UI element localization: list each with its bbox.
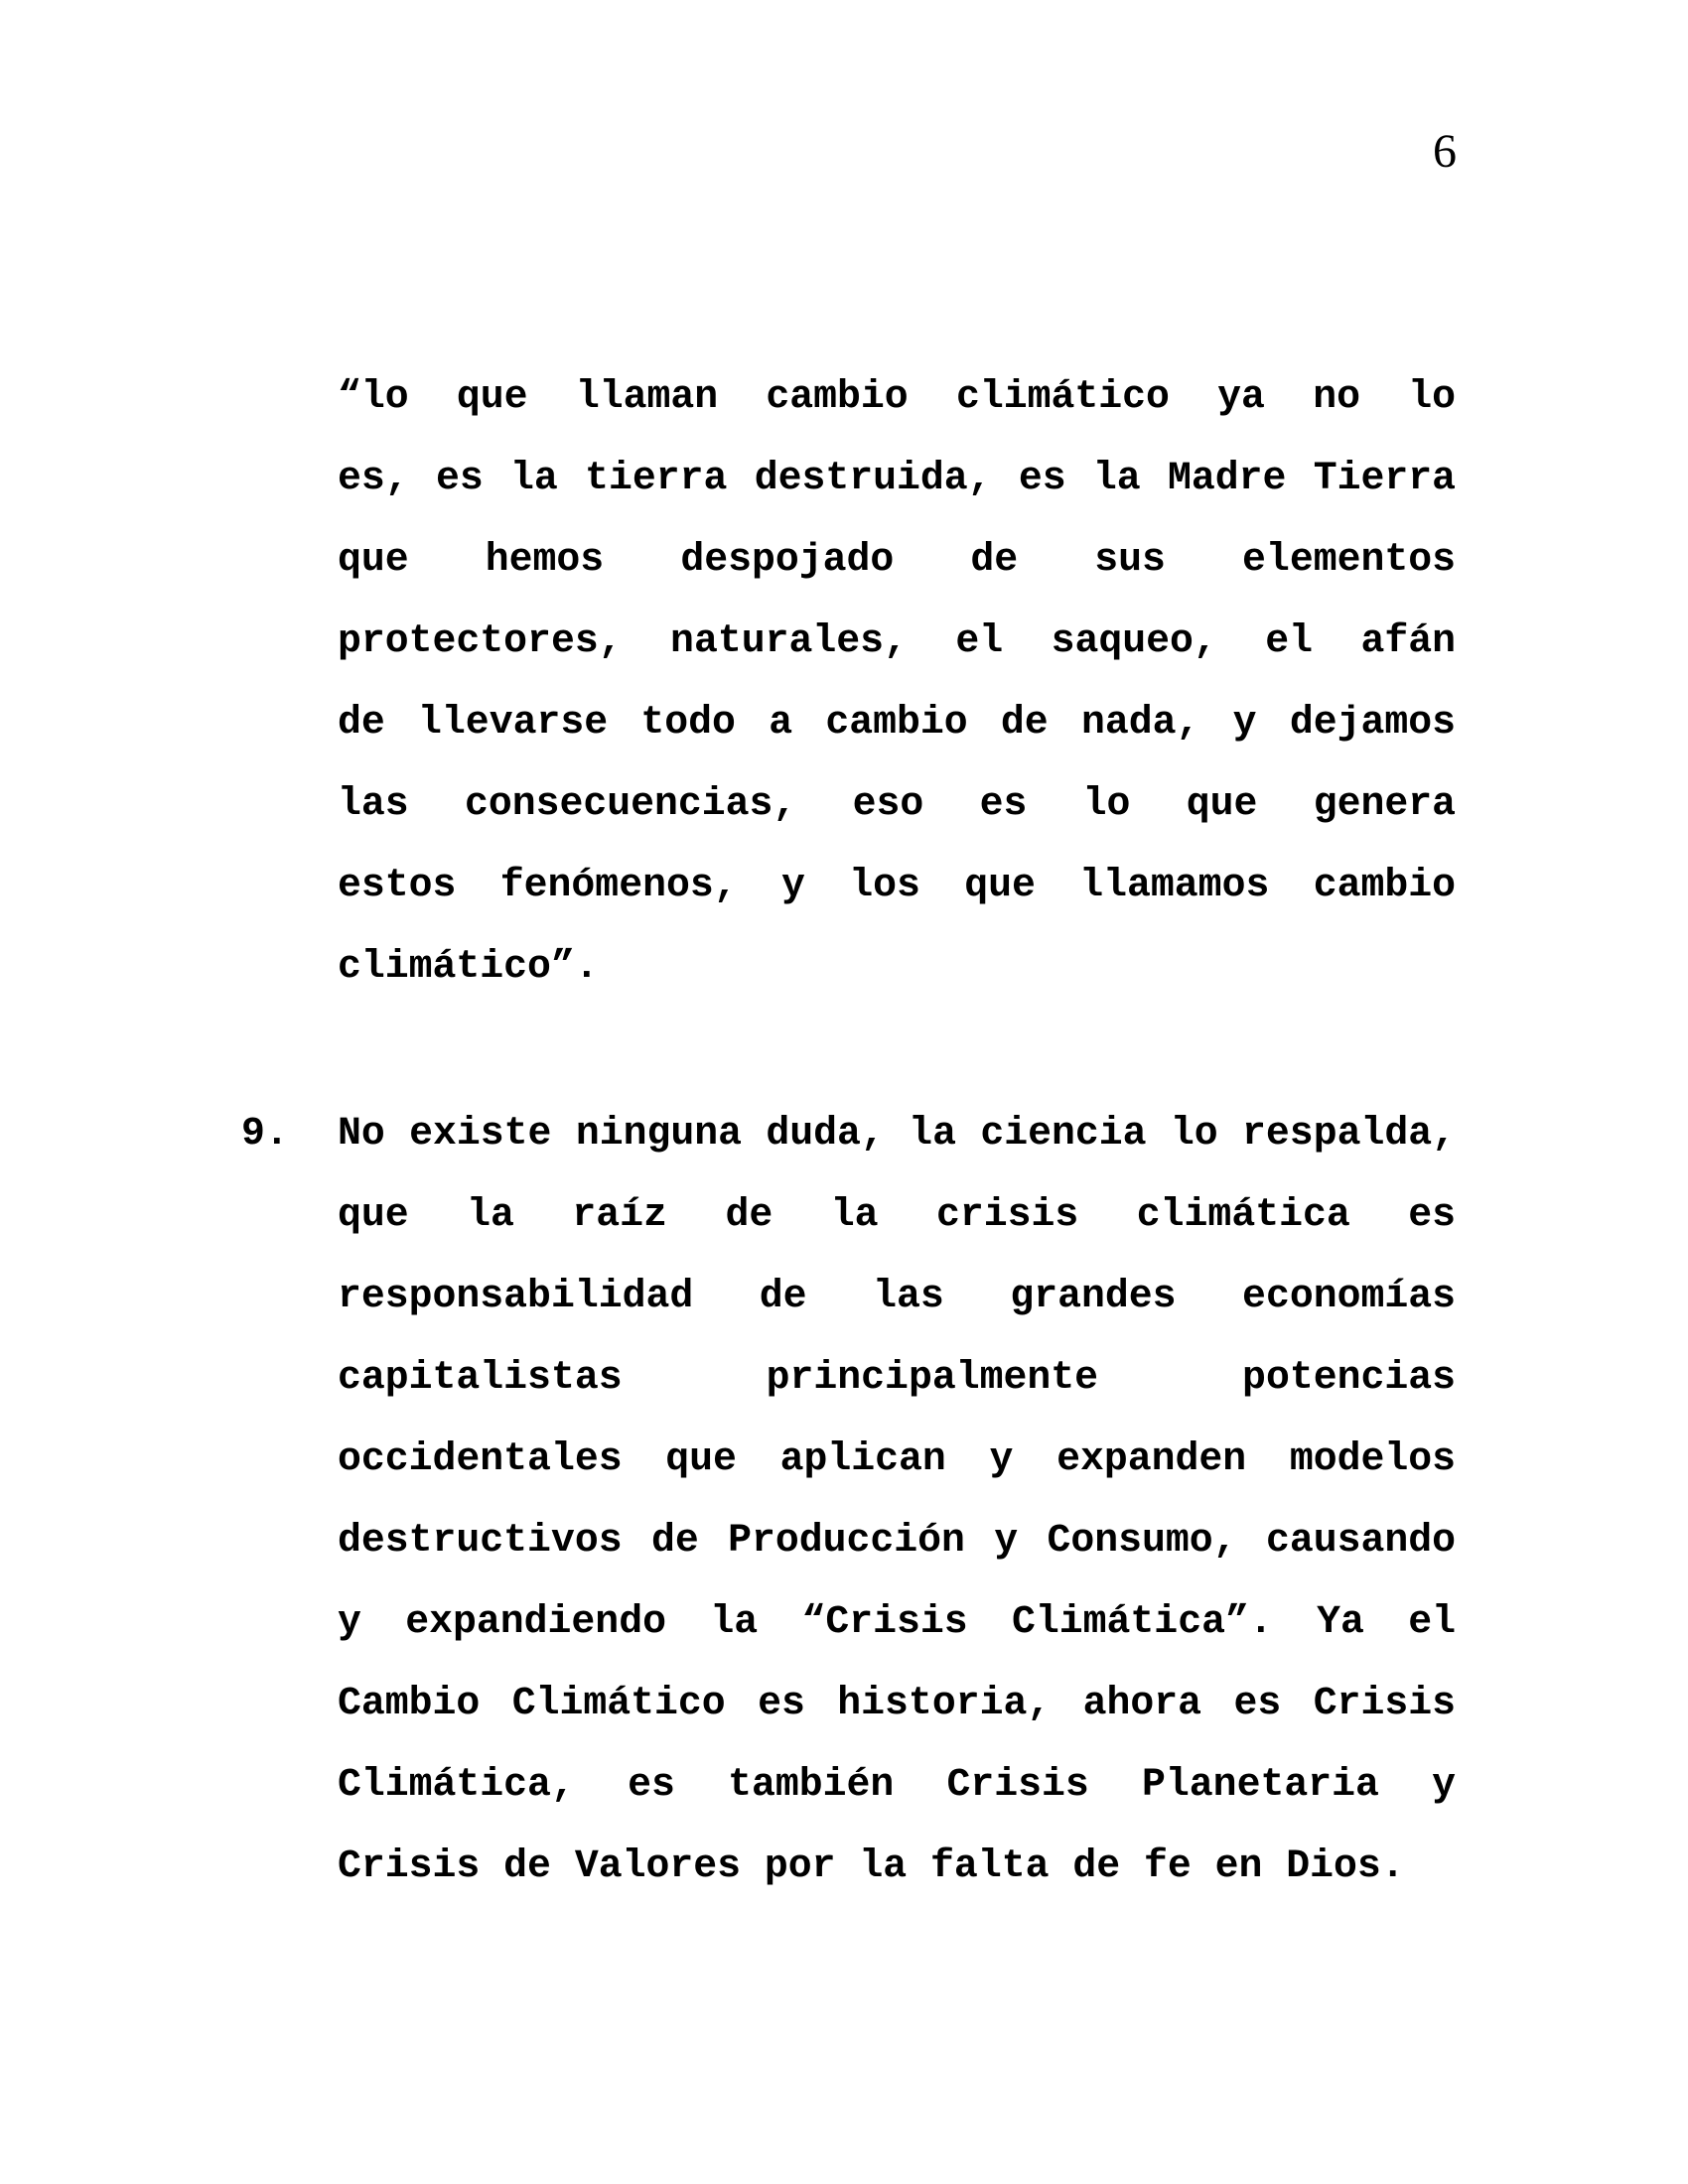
- text-line: No existe ninguna duda, la ciencia lo respalda,: [338, 1111, 1456, 1156]
- list-item-9-body: [338, 1093, 1456, 1907]
- text-line: que hemos despojado de sus elementos: [338, 537, 1456, 582]
- text-line: “lo que llaman cambio climático ya no lo: [338, 374, 1456, 419]
- list-item-9: [241, 1093, 1456, 1907]
- page-number: 6: [1433, 125, 1457, 178]
- text-line: responsabilidad de las grandes economías: [338, 1274, 1456, 1318]
- text-line: capitalistas principalmente potencias: [338, 1355, 1456, 1400]
- text-line: Cambio Climático es historia, ahora es Crisis: [338, 1681, 1456, 1725]
- block-quote: [338, 356, 1456, 1008]
- text-line: protectores, naturales, el saqueo, el afán: [338, 618, 1456, 663]
- text-line: occidentales que aplican y expanden modelos: [338, 1436, 1456, 1481]
- text-line: destructivos de Producción y Consumo, causando: [338, 1518, 1456, 1563]
- text-line: y expandiendo la “Crisis Climática”. Ya el: [338, 1599, 1456, 1644]
- list-item-number: 9.: [241, 1111, 289, 1156]
- text-line: Climática, es también Crisis Planetaria y: [338, 1762, 1456, 1807]
- text-line: de llevarse todo a cambio de nada, y dejamos: [338, 700, 1456, 745]
- text-line: las consecuencias, eso es lo que genera: [338, 781, 1456, 826]
- text-line: que la raíz de la crisis climática es: [338, 1192, 1456, 1237]
- text-line: Crisis de Valores por la falta de fe en Dios.: [338, 1843, 1405, 1888]
- text-line: estos fenómenos, y los que llamamos cambio: [338, 863, 1456, 907]
- text-line: es, es la tierra destruida, es la Madre Tierra: [338, 456, 1456, 500]
- text-line: climático”.: [338, 944, 599, 989]
